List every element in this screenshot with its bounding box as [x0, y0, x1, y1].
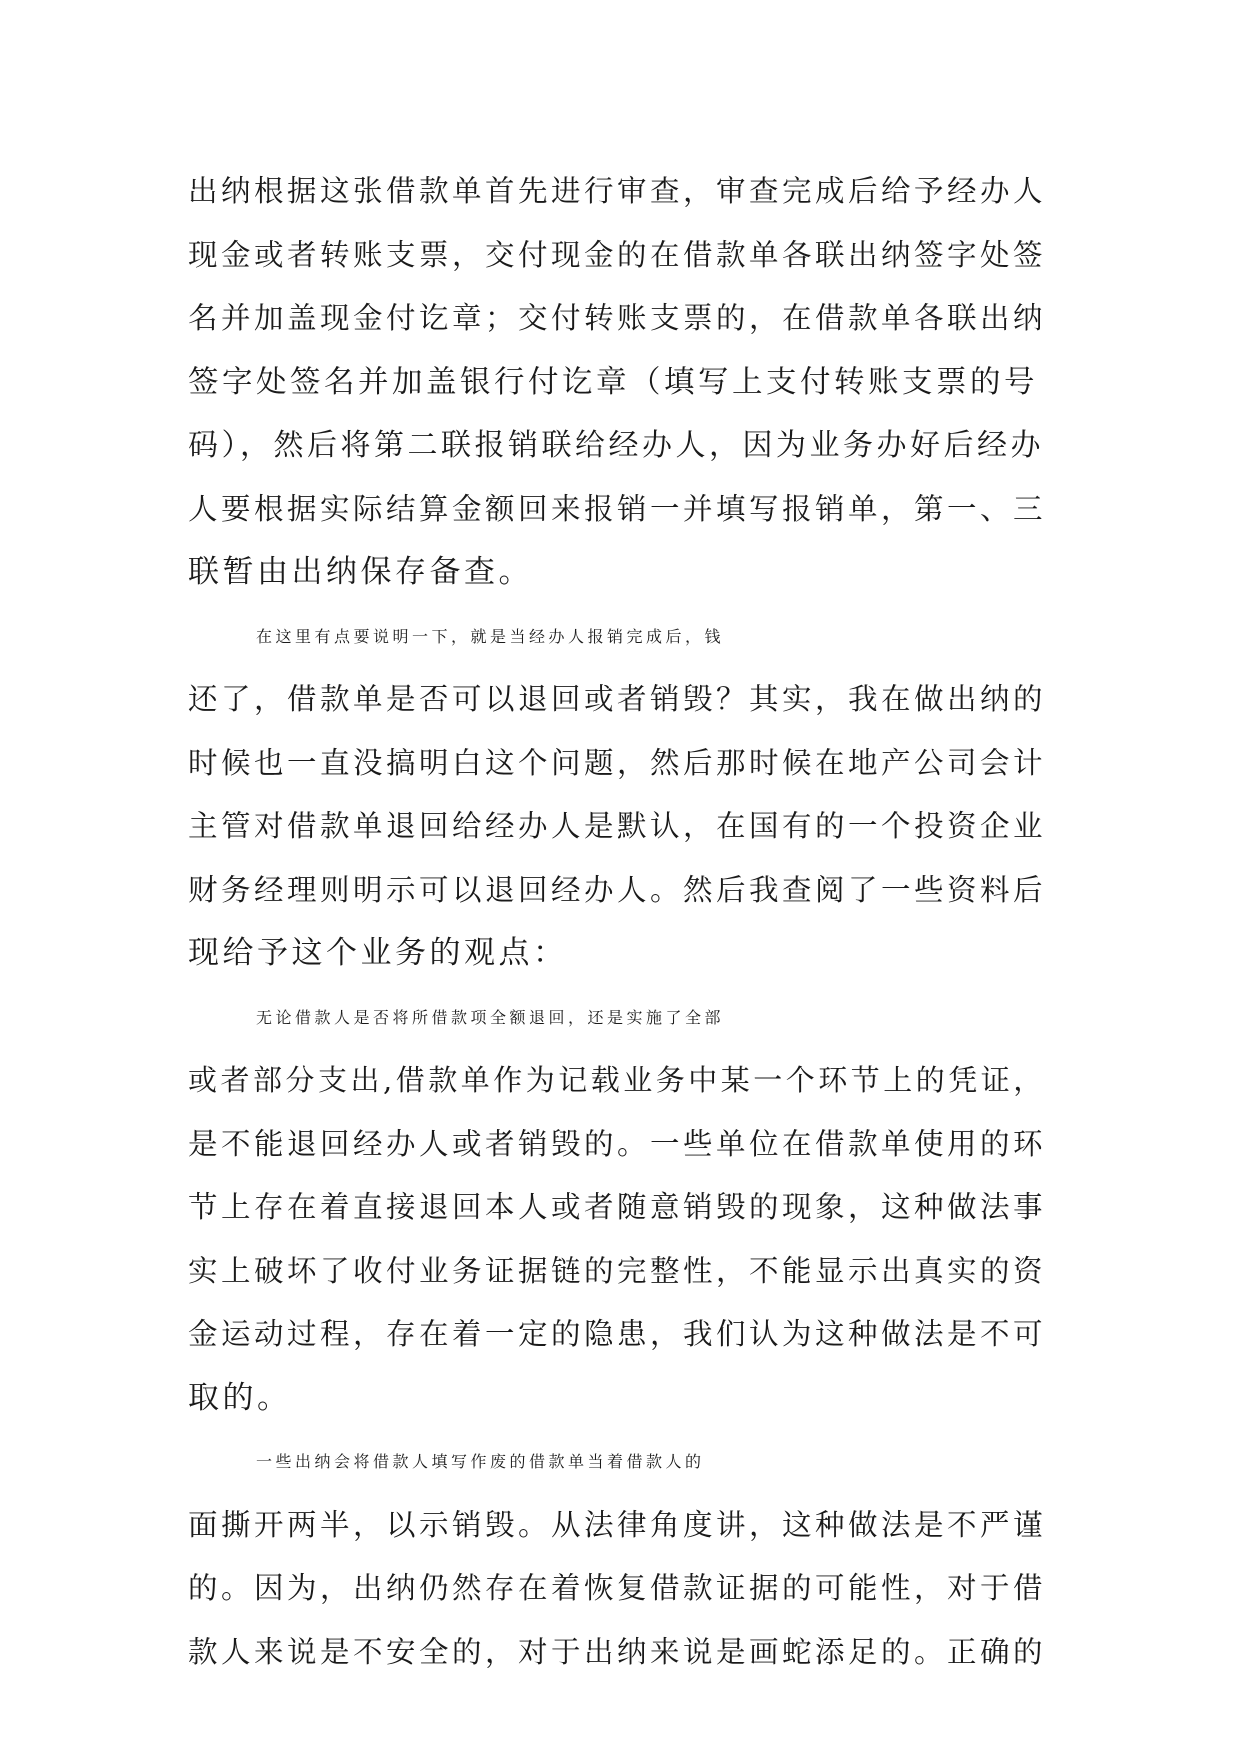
text-line: 取的。 — [188, 1379, 292, 1416]
text-line: 或者部分支出,借款单作为记载业务中某一个环节上的凭证， — [188, 1063, 1046, 1097]
text-line: 出纳根据这张借款单首先进行审查，审查完成后给予经办人 — [188, 174, 1047, 208]
text-line: 现给予这个业务的观点： — [188, 935, 568, 971]
text-line: 的。因为，出纳仍然存在着恢复借款证据的可能性，对于借 — [188, 1571, 1047, 1605]
text-line: 财务经理则明示可以退回经办人。然后我查阅了一些资料后 — [188, 872, 1047, 907]
body-text — [188, 160, 1050, 1684]
text-line: 款人来说是不安全的，对于出纳来说是画蛇添足的。正确的 — [188, 1634, 1047, 1669]
text-line: 联暂由出纳保存备查。 — [188, 554, 533, 590]
text-line: 现金或者转账支票，交付现金的在借款单各联出纳签字处签 — [188, 237, 1047, 272]
text-line: 面撕开两半，以示销毁。从法律角度讲，这种做法是不严谨 — [188, 1507, 1047, 1542]
text-line: 签字处签名并加盖银行付讫章（填写上支付转账支票的号 — [188, 364, 1038, 400]
paragraph-first-line: 在这里有点要说明一下，就是当经办人报销完成后，钱 — [256, 626, 725, 646]
text-line: 码），然后将第二联报销联给经办人，因为业务办好后经办 — [188, 428, 1044, 463]
text-line: 实上破坏了收付业务证据链的完整性，不能显示出真实的资 — [188, 1253, 1047, 1288]
text-line: 节上存在着直接退回本人或者随意销毁的现象，这种做法事 — [188, 1190, 1047, 1224]
text-line: 是不能退回经办人或者销毁的。一些单位在借款单使用的环 — [188, 1126, 1047, 1161]
text-line: 主管对借款单退回给经办人是默认，在国有的一个投资企业 — [188, 809, 1047, 843]
paragraph-first-line: 一些出纳会将借款人填写作废的借款单当着借款人的 — [256, 1452, 705, 1471]
text-line: 金运动过程，存在着一定的隐患，我们认为这种做法是不可 — [188, 1317, 1047, 1351]
text-line: 还了，借款单是否可以退回或者销毁？其实，我在做出纳的 — [188, 682, 1047, 716]
text-line: 时候也一直没搞明白这个问题，然后那时候在地产公司会计 — [188, 745, 1047, 780]
text-line: 人要根据实际结算金额回来报销一并填写报销单，第一、三 — [188, 491, 1047, 526]
paragraph-first-line: 无论借款人是否将所借款项全额退回，还是实施了全部 — [256, 1007, 725, 1027]
text-line: 名并加盖现金付讫章；交付转账支票的，在借款单各联出纳 — [188, 301, 1047, 335]
